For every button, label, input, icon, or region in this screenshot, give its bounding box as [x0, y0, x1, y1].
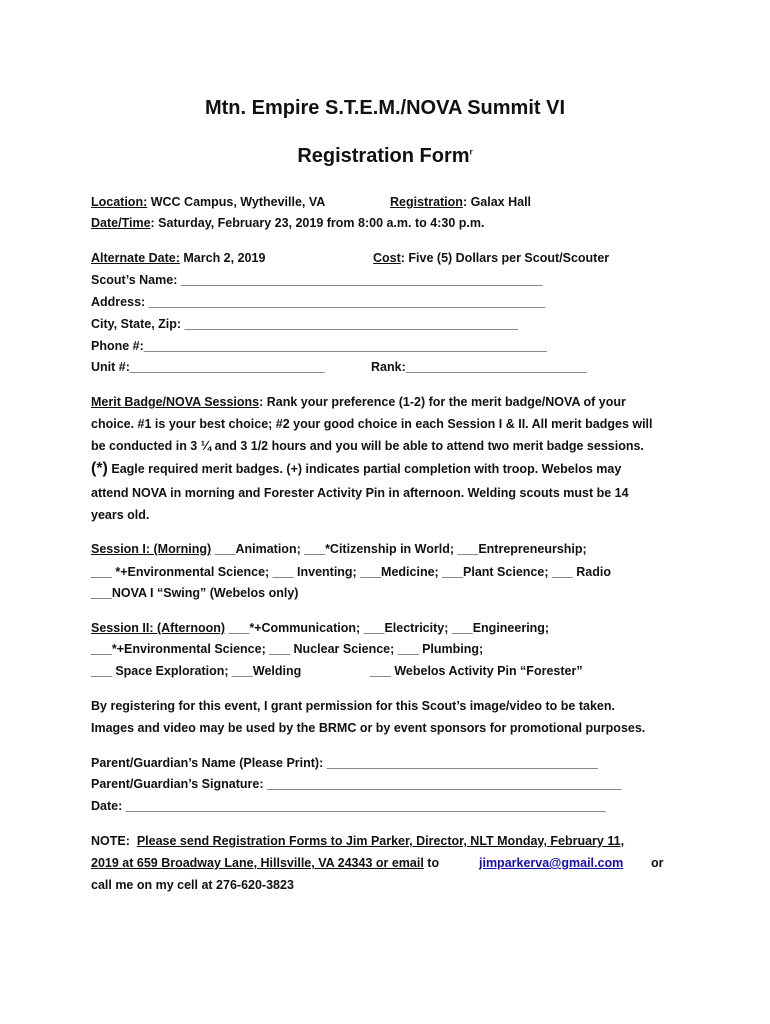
date-field[interactable]: Date: _____________________________________________________________________ — [91, 799, 606, 813]
merit-label: Merit Badge/NOVA Sessions — [91, 395, 260, 409]
form-subtitle — [0, 145, 770, 168]
phone-field[interactable]: Phone #:__________________________________________________________ — [91, 339, 547, 353]
note-text-2: 2019 at 659 Broadway Lane, Hillsville, VA 24343 or email — [91, 856, 424, 870]
location-label: Location: — [91, 195, 148, 209]
rank-field[interactable]: Rank:__________________________ — [371, 360, 587, 374]
merit-text-1: : Rank your preference (1-2) for the merit badge/NOVA of your — [259, 395, 626, 409]
subtitle-text: Registration Form — [297, 145, 470, 167]
note-line-3: call me on my cell at 276-620-3823 — [91, 878, 294, 892]
datetime-label: Date/Time — [91, 216, 151, 230]
session2-options-1[interactable]: ___*+Communication; ___Electricity; ___Engineering; — [225, 621, 550, 635]
note-line-2 — [91, 855, 439, 871]
parent-name-field[interactable]: Parent/Guardian’s Name (Please Print): _______________________________________ — [91, 756, 598, 770]
note-text-1: Please send Registration Forms to Jim Parker, Director, NLT Monday, February 11, — [136, 834, 625, 848]
note-label: NOTE: — [91, 834, 130, 848]
datetime-line — [91, 215, 484, 231]
note-or: or — [651, 856, 664, 870]
session2-line-3a[interactable]: ___ Space Exploration; ___Welding — [91, 664, 302, 678]
email-link[interactable]: jimparkerva@gmail.com — [479, 856, 624, 870]
session2-line-2[interactable]: ___*+Environmental Science; ___ Nuclear Science; ___ Plumbing; — [91, 642, 484, 656]
datetime-value: : Saturday, February 23, 2019 from 8:00 a.m. to 4:30 p.m. — [150, 216, 485, 230]
merit-line-6: years old. — [91, 508, 150, 522]
alt-date-label: Alternate Date: — [91, 251, 180, 265]
merit-text-4: Eagle required merit badges. (+) indicates partial completion with troop. Webelos may — [107, 462, 622, 476]
merit-line-1 — [91, 394, 626, 410]
note-to: to — [423, 856, 440, 870]
session1-options-1[interactable]: ___Animation; ___*Citizenship in World; ___Entrepreneurship; — [211, 542, 587, 556]
registration-value: : Galax Hall — [462, 195, 532, 209]
parent-signature-field[interactable]: Parent/Guardian’s Signature: ___________________________________________________ — [91, 777, 622, 791]
session1-line-1 — [91, 541, 587, 557]
address-field[interactable]: Address: _________________________________________________________ — [91, 295, 545, 309]
permission-line-1: By registering for this event, I grant permission for this Scout’s image/video to be taken. — [91, 699, 615, 713]
permission-line-2: Images and video may be used by the BRMC or by event sponsors for promotional purposes. — [91, 721, 646, 735]
session2-line-3b[interactable]: ___ Webelos Activity Pin “Forester” — [370, 664, 583, 678]
registration-line — [390, 194, 531, 210]
merit-line-3: be conducted in 3 ¼ and 3 1/2 hours and you will be able to attend two merit badge sessions. — [91, 439, 644, 453]
city-state-zip-field[interactable]: City, State, Zip: ________________________________________________ — [91, 317, 519, 331]
session2-line-1 — [91, 620, 549, 636]
merit-line-4 — [91, 461, 621, 477]
scout-name-field[interactable]: Scout’s Name: ____________________________________________________ — [91, 273, 543, 287]
cost-value: : Five (5) Dollars per Scout/Scouter — [400, 251, 610, 265]
session1-line-2[interactable]: ___ *+Environmental Science; ___ Inventing; ___Medicine; ___Plant Science; ___ Radio — [91, 565, 612, 579]
location-value: WCC Campus, Wytheville, VA — [147, 195, 326, 209]
merit-line-2: choice. #1 is your best choice; #2 your good choice in each Session I & II. All merit badges will — [91, 417, 653, 431]
location-line — [91, 194, 325, 210]
session1-label: Session I: (Morning) — [91, 542, 212, 556]
merit-line-5: attend NOVA in morning and Forester Activity Pin in afternoon. Welding scouts must be 14 — [91, 486, 629, 500]
merit-star: (*) — [91, 460, 108, 477]
note-line-1 — [91, 833, 624, 849]
unit-field[interactable]: Unit #:____________________________ — [91, 360, 325, 374]
alt-date-line — [91, 250, 265, 266]
registration-label: Registration — [390, 195, 463, 209]
cost-label: Cost — [373, 251, 401, 265]
form-title: Mtn. Empire S.T.E.M./NOVA Summit VI — [204, 97, 566, 119]
session2-label: Session II: (Afternoon) — [91, 621, 226, 635]
cost-line — [373, 250, 609, 266]
alt-date-value: March 2, 2019 — [179, 251, 266, 265]
session1-line-3[interactable]: ___NOVA I “Swing” (Webelos only) — [91, 586, 299, 600]
subtitle-mark: r — [469, 147, 473, 157]
